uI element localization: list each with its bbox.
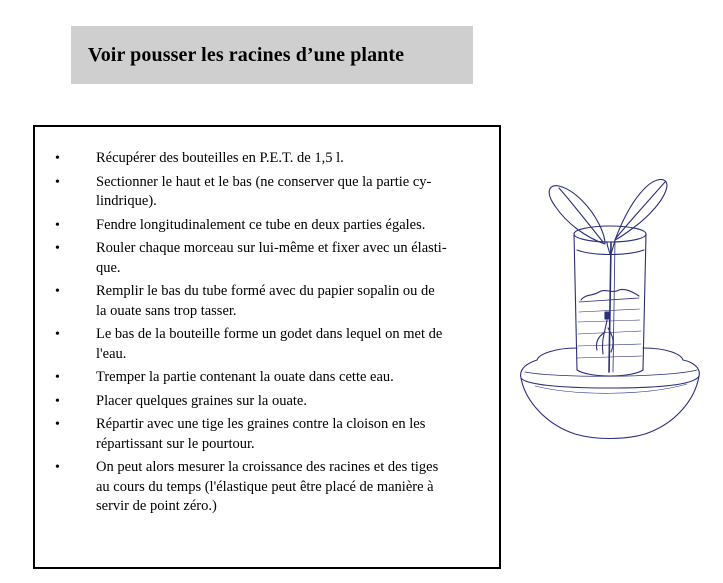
bullet-icon: • xyxy=(55,370,60,385)
step-text: Le bas de la bouteille forme un godet dans lequel on met de xyxy=(96,326,443,342)
step-text: Récupérer des bouteilles en P.E.T. de 1,5 l. xyxy=(96,150,344,166)
list-item xyxy=(35,239,499,278)
step-text-continued: au cours du temps (l'élastique peut être placé de manière à xyxy=(96,478,434,495)
title-banner xyxy=(71,26,473,84)
list-item xyxy=(35,368,499,388)
list-item xyxy=(35,415,499,454)
step-text: Placer quelques graines sur la ouate. xyxy=(96,392,307,409)
leaf-left-icon xyxy=(549,186,605,244)
leaf-right-icon xyxy=(615,179,667,240)
bullet-icon: • xyxy=(55,417,60,432)
step-text: On peut alors mesurer la croissance des racines et des tiges xyxy=(96,459,439,475)
step-text-continued: lindrique). xyxy=(96,193,157,209)
page-title: Voir pousser les racines d’une plante xyxy=(88,43,405,66)
bullet-icon: • xyxy=(55,327,60,342)
bullet-icon: • xyxy=(55,241,60,256)
list-item xyxy=(35,216,499,236)
bullet-icon: • xyxy=(55,217,60,233)
steps-list xyxy=(35,149,499,521)
bullet-icon: • xyxy=(55,174,60,190)
step-text-continued: que. xyxy=(96,259,121,276)
bullet-icon: • xyxy=(55,284,60,299)
list-item xyxy=(35,282,499,321)
step-text-continued: l'eau. xyxy=(96,345,127,362)
bullet-icon: • xyxy=(55,393,60,409)
bottle-base-icon xyxy=(521,348,700,439)
bullet-icon: • xyxy=(55,460,60,475)
bullet-icon: • xyxy=(55,151,60,166)
list-item xyxy=(35,173,499,212)
list-item xyxy=(35,458,499,517)
rolled-tube-icon xyxy=(574,226,646,376)
step-text-continued: répartissant sur le pourtour. xyxy=(96,435,255,452)
list-item xyxy=(35,325,499,364)
step-text-continued: servir de point zéro.) xyxy=(96,498,217,514)
list-item xyxy=(35,392,499,412)
list-item xyxy=(35,149,499,169)
step-text-continued: la ouate sans trop tasser. xyxy=(96,302,237,319)
plant-tube-sketch xyxy=(515,172,705,457)
step-text: Remplir le bas du tube formé avec du papier sopalin ou de xyxy=(96,283,435,299)
step-text: Fendre longitudinalement ce tube en deux parties égales. xyxy=(96,216,426,233)
step-text: Sectionner le haut et le bas (ne conserver que la partie cy- xyxy=(96,173,432,190)
step-text: Tremper la partie contenant la ouate dans cette eau. xyxy=(96,369,394,385)
step-text: Rouler chaque morceau sur lui-même et fixer avec un élasti- xyxy=(96,240,447,256)
instructions-box xyxy=(33,125,501,569)
step-text: Répartir avec une tige les graines contre la cloison en les xyxy=(96,416,426,432)
